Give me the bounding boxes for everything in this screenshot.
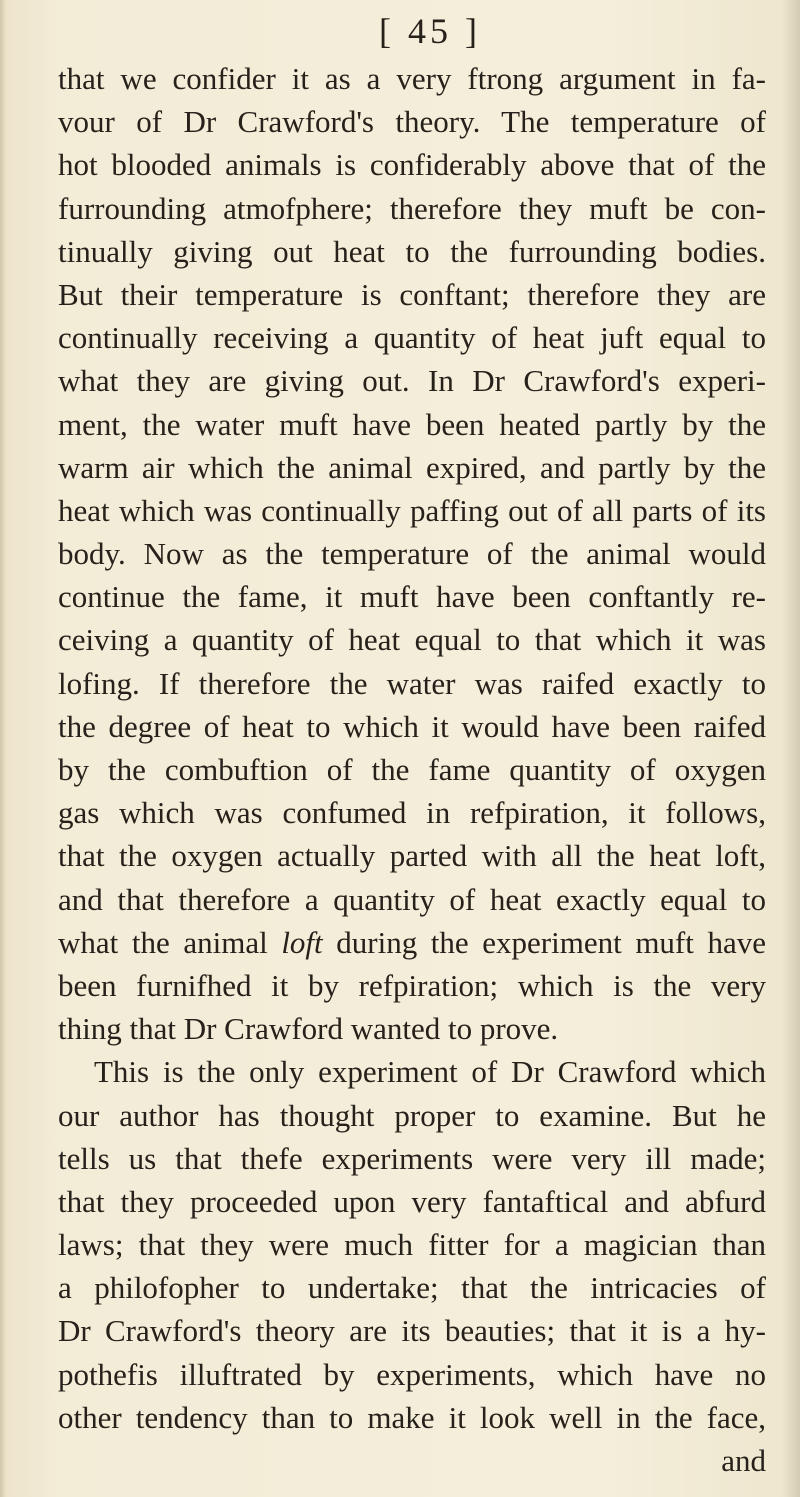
text-line: continually receiving a quantity of heat juft equal to: [58, 320, 766, 356]
text-line: furrounding atmofphere; therefore they muft be con-: [58, 190, 766, 226]
text-line: body. Now as the temperature of the animal would: [58, 536, 766, 572]
text-line: the degree of heat to which it would have been raifed: [58, 708, 766, 744]
text-line: our author has thought proper to examine. But he: [58, 1097, 766, 1133]
text-line: been furnifhed it by refpiration; which is the very: [58, 967, 766, 1003]
text-line: by the combuftion of the fame quantity of oxygen: [58, 752, 766, 787]
page-right-shadow: [782, 0, 800, 1497]
text-line: laws; that they were much fitter for a magician than: [58, 1227, 766, 1263]
text-line: that they proceeded upon very fantaftical and abfurd: [58, 1183, 766, 1219]
text-segment: during the experiment muft have: [322, 924, 766, 960]
text-line: thing that Dr Crawford wanted to prove.: [58, 1011, 559, 1047]
italic-word: loft: [281, 924, 323, 960]
text-line: [58, 921, 766, 964]
text-line: tinually giving out heat to the furrounding bodies.: [58, 233, 766, 269]
text-line: continue the fame, it muft have been conftantly re-: [58, 579, 766, 615]
text-line: ceiving a quantity of heat equal to that which it was: [58, 622, 766, 658]
text-line: that we confider it as a very ftrong argument in fa-: [58, 61, 766, 96]
body-text: [58, 57, 766, 1482]
text-line: gas which was confumed in refpiration, it follows,: [58, 795, 766, 831]
text-line: Dr Crawford's theory are its beauties; that it is a hy-: [58, 1313, 766, 1349]
paragraph-start-line: This is the only experiment of Dr Crawford which: [94, 1054, 766, 1090]
text-line: a philofopher to undertake; that the intricacies of: [58, 1270, 766, 1306]
text-line: ment, the water muft have been heated partly by the: [58, 406, 766, 442]
text-line: other tendency than to make it look well in the face,: [58, 1399, 766, 1435]
text-line: what they are giving out. In Dr Crawford's experi-: [58, 363, 766, 399]
catchword: and: [721, 1443, 766, 1478]
text-line: warm air which the animal expired, and partly by the: [58, 449, 766, 485]
text-line: But their temperature is conftant; therefore they are: [58, 276, 766, 312]
page-number-header: [ 45 ]: [379, 11, 481, 51]
text-line: vour of Dr Crawford's theory. The temperature of: [58, 104, 766, 140]
text-line: pothefis illuftrated by experiments, which have no: [58, 1356, 766, 1392]
text-line: heat which was continually paffing out of all parts of its: [58, 492, 766, 528]
text-line: and that therefore a quantity of heat exactly equal to: [58, 881, 766, 917]
text-line: hot blooded animals is confiderably above that of the: [58, 147, 766, 183]
page-left-edge: [0, 0, 6, 1497]
text-line: lofing. If therefore the water was raifed exactly to: [58, 665, 766, 701]
text-line: that the oxygen actually parted with all the heat loft,: [58, 838, 766, 874]
text-line: tells us that thefe experiments were very ill made;: [58, 1140, 766, 1176]
text-segment: what the animal: [58, 924, 282, 960]
